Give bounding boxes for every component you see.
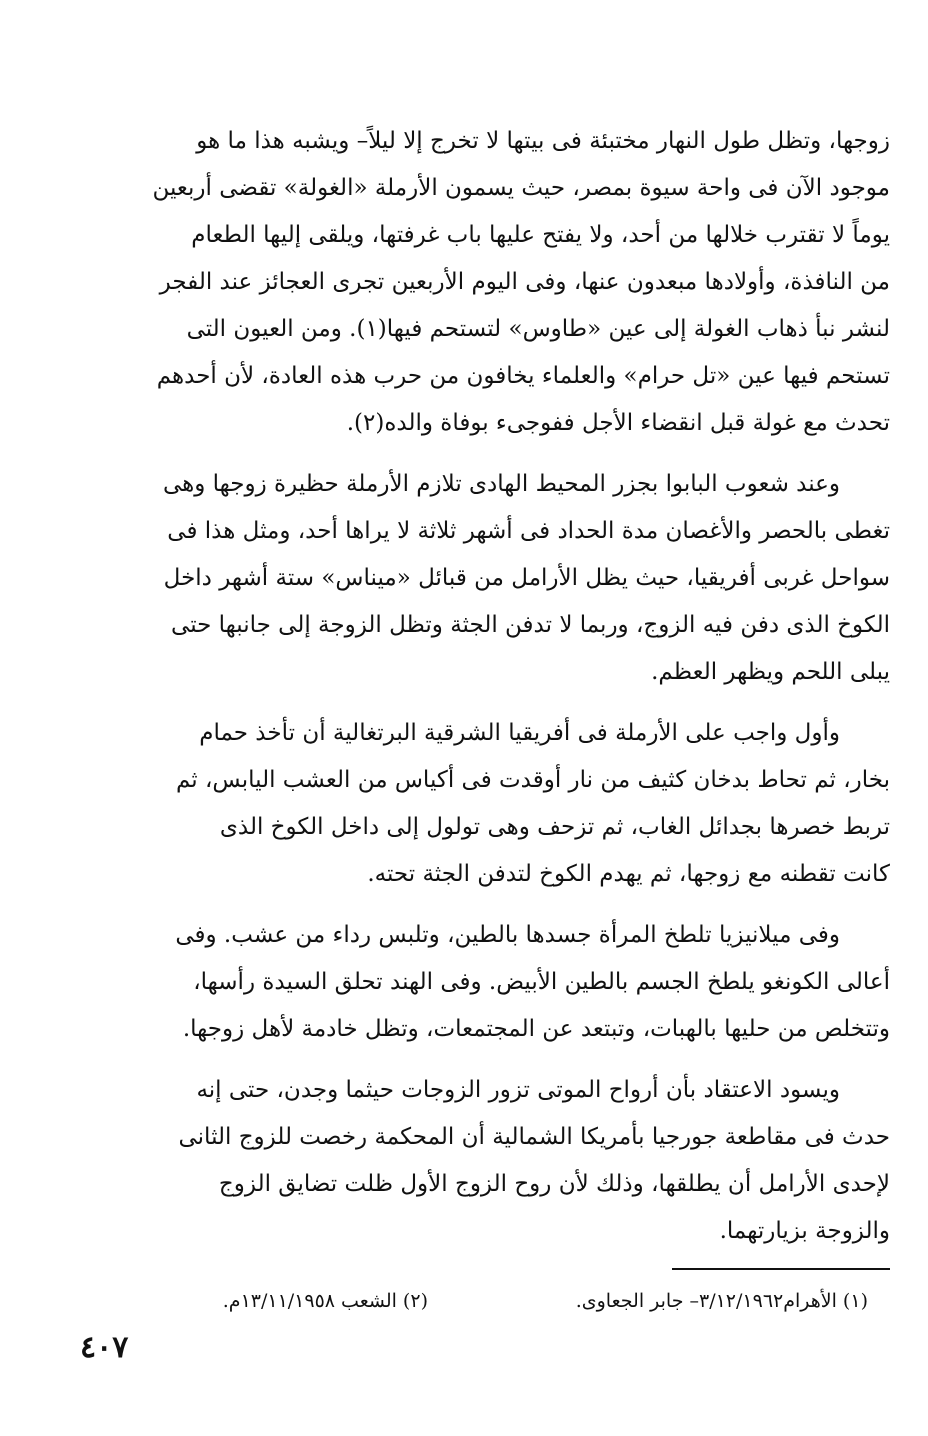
text-line: من النافذة، وأولادها مبعدون عنها، وفى اليوم الأربعين تجرى العجائز عند الفجر <box>159 269 890 295</box>
text-line: الكوخ الذى دفن فيه الزوج، وربما لا تدفن الجثة وتظل الزوجة إلى جانبها حتى <box>171 612 890 638</box>
footnote-1: (١) الأهرام٣/١٢/١٩٦٢– جابر الجعاوى. <box>575 1290 868 1312</box>
text-line: لنشر نبأ ذهاب الغولة إلى عين «طاوس» لتستحم فيها(١). ومن العيون التى <box>186 316 890 342</box>
paragraph-5 <box>78 1067 890 1255</box>
paragraph-2 <box>78 461 890 696</box>
footnote-2: (٢) الشعب ١٣/١١/١٩٥٨م. <box>222 1290 428 1312</box>
footnote-divider <box>672 1268 890 1270</box>
text-line: أعالى الكونغو يلطخ الجسم بالطين الأبيض. وفى الهند تحلق السيدة رأسها، <box>193 969 890 995</box>
text-line: زوجها، وتظل طول النهار مختبئة فى بيتها لا تخرج إلا ليلاً– ويشبه هذا ما هو <box>196 128 890 154</box>
text-line: والزوجة بزيارتهما. <box>719 1218 890 1244</box>
text-line: وفى ميلانيزيا تلطخ المرأة جسدها بالطين، وتلبس رداء من عشب. وفى <box>175 922 840 948</box>
text-line: ويسود الاعتقاد بأن أرواح الموتى تزور الزوجات حيثما وجدن، حتى إنه <box>196 1077 840 1103</box>
paragraph-4 <box>78 912 890 1053</box>
text-line: حدث فى مقاطعة جورجيا بأمريكا الشمالية أن المحكمة رخصت للزوج الثانى <box>178 1124 890 1150</box>
text-line: بخار، ثم تحاط بدخان كثيف من نار أوقدت فى أكياس من العشب اليابس، ثم <box>175 767 890 793</box>
text-line: تستحم فيها عين «تل حرام» والعلماء يخافون من حرب هذه العادة، لأن أحدهم <box>156 363 890 389</box>
text-line: لإحدى الأرامل أن يطلقها، وذلك لأن روح الزوج الأول ظلت تضايق الزوج <box>218 1171 890 1197</box>
text-line: تغطى بالحصر والأغصان مدة الحداد فى أشهر ثلاثة لا يراها أحد، ومثل هذا فى <box>167 518 890 544</box>
text-line: سواحل غربى أفريقيا، حيث يظل الأرامل من قبائل «ميناس» ستة أشهر داخل <box>163 565 890 591</box>
text-line: وأول واجب على الأرملة فى أفريقيا الشرقية البرتغالية أن تأخذ حمام <box>199 720 840 746</box>
text-line: يبلى اللحم ويظهر العظم. <box>651 659 890 685</box>
paragraph-3 <box>78 710 890 898</box>
text-line: كانت تقطنه مع زوجها، ثم يهدم الكوخ لتدفن الجثة تحته. <box>367 861 890 887</box>
text-line: يوماً لا تقترب خلالها من أحد، ولا يفتح عليها باب غرفتها، ويلقى إليها الطعام <box>191 222 890 248</box>
body-text <box>78 118 890 1255</box>
paragraph-1 <box>78 118 890 447</box>
text-line: موجود الآن فى واحة سيوة بمصر، حيث يسمون الأرملة «الغولة» تقضى أربعين <box>152 175 890 201</box>
text-line: تحدث مع غولة قبل انقضاء الأجل ففوجىء بوفاة والده(٢). <box>346 410 890 436</box>
text-line: وعند شعوب البابوا بجزر المحيط الهادى تلازم الأرملة حظيرة زوجها وهى <box>162 471 840 497</box>
text-line: تربط خصرها بجدائل الغاب، ثم تزحف وهى تولول إلى داخل الكوخ الذى <box>219 814 890 840</box>
text-line: وتتخلص من حليها بالهبات، وتبتعد عن المجتمعات، وتظل خادمة لأهل زوجها. <box>182 1016 890 1042</box>
page-number: ٤٠٧ <box>80 1330 129 1365</box>
